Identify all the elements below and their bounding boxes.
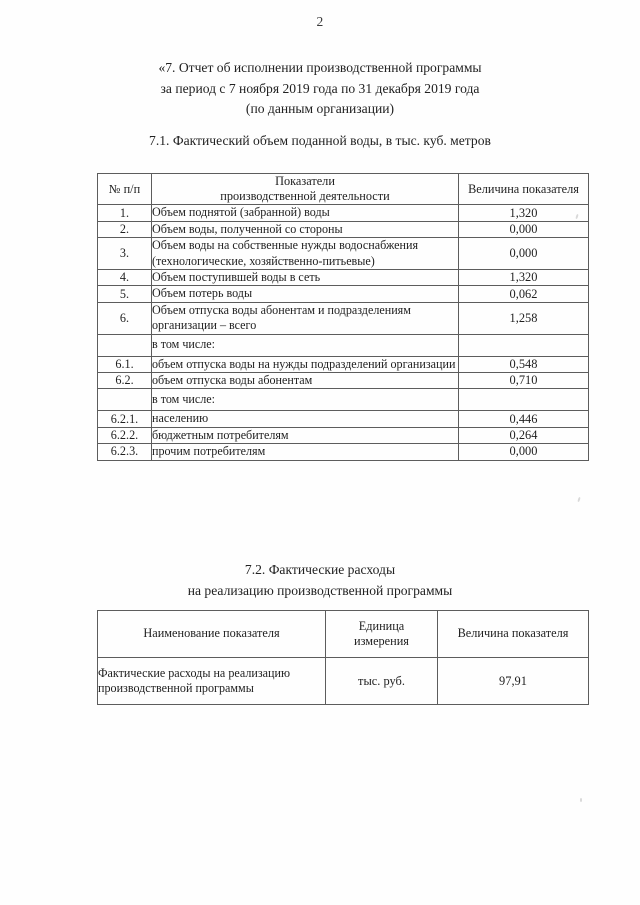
row-value: 0,062	[459, 286, 589, 302]
row-number	[98, 334, 152, 356]
row-number: 6.1.	[98, 356, 152, 372]
table-row	[98, 411, 589, 427]
row-indicator: объем отпуска воды абонентам	[152, 373, 459, 389]
row-value	[459, 334, 589, 356]
table-row	[98, 205, 589, 221]
column-header-unit-line-1: Единица	[358, 618, 405, 633]
row-value: 0,000	[459, 221, 589, 237]
row-value: 0,548	[459, 356, 589, 372]
document-title-block	[60, 58, 580, 120]
row-value	[459, 389, 589, 411]
row-indicator: Объем поступившей воды в сеть	[152, 270, 459, 286]
table-row	[98, 356, 589, 372]
column-header-indicator-line-1: Показатели	[275, 174, 335, 188]
table-row	[98, 302, 589, 334]
section-7-1-heading-text: 7.1. Фактический объем поданной воды, в тыс. куб. метров	[149, 133, 491, 148]
section-7-1-heading	[60, 131, 580, 152]
row-indicator: Объем отпуска воды абонентам и подразделениям организации – всего	[152, 302, 459, 334]
row-number: 6.2.	[98, 373, 152, 389]
row-value: 1,258	[459, 302, 589, 334]
row-indicator: Объем потерь воды	[152, 286, 459, 302]
row-value: 1,320	[459, 270, 589, 286]
document-title-line-1: «7. Отчет об исполнении производственной программы	[158, 60, 482, 75]
section-7-2-heading	[60, 560, 580, 601]
row-value: 0,710	[459, 373, 589, 389]
row-value: 1,320	[459, 205, 589, 221]
column-header-indicator-name: Наименование показателя	[98, 611, 326, 658]
row-number: 4.	[98, 270, 152, 286]
table-subheading-row	[98, 389, 589, 411]
column-header-value: Величина показателя	[438, 611, 589, 658]
column-header-value: Величина показателя	[459, 174, 589, 205]
document-title-line-2: за период с 7 ноября 2019 года по 31 декабря 2019 года	[160, 80, 480, 96]
row-indicator: в том числе:	[152, 389, 459, 411]
row-indicator: населению	[152, 411, 459, 427]
row-indicator: Объем воды, полученной со стороны	[152, 221, 459, 237]
row-number: 5.	[98, 286, 152, 302]
row-indicator: в том числе:	[152, 334, 459, 356]
column-header-indicator	[152, 174, 459, 205]
row-number: 3.	[98, 238, 152, 270]
column-header-number: № п/п	[98, 174, 152, 205]
column-header-unit-line-2: измерения	[354, 634, 409, 648]
row-number: 6.	[98, 302, 152, 334]
table-subheading-row	[98, 334, 589, 356]
row-value: 0,264	[459, 427, 589, 443]
row-value: 0,446	[459, 411, 589, 427]
table-row	[98, 427, 589, 443]
row-number: 6.2.2.	[98, 427, 152, 443]
column-header-indicator-line-2: производственной деятельности	[220, 189, 390, 204]
column-header-unit	[326, 611, 438, 658]
table-header-row	[98, 611, 589, 658]
table-row	[98, 270, 589, 286]
row-number: 6.2.1.	[98, 411, 152, 427]
page-number: 2	[316, 14, 324, 29]
row-indicator: прочим потребителям	[152, 444, 459, 460]
scan-speck	[577, 497, 580, 502]
table-actual-expenses	[97, 610, 589, 705]
row-number: 1.	[98, 205, 152, 221]
row-indicator: Объем воды на собственные нужды водоснабжения (технологические, хозяйственно-питьевые)	[152, 238, 459, 270]
table-row	[98, 221, 589, 237]
table-row	[98, 373, 589, 389]
section-7-2-heading-line-2: на реализацию производственной программы	[187, 582, 453, 598]
row-indicator: Фактические расходы на реализацию производственной программы	[98, 658, 326, 705]
scan-speck	[580, 798, 582, 802]
row-number: 2.	[98, 221, 152, 237]
table-expenses-body	[98, 658, 589, 705]
section-7-2-heading-line-1: 7.2. Фактические расходы	[244, 562, 396, 577]
row-value: 0,000	[459, 444, 589, 460]
document-title-line-3: (по данным организации)	[245, 101, 395, 116]
table-volumes-body	[98, 205, 589, 460]
table-row	[98, 658, 589, 705]
table-row	[98, 238, 589, 270]
row-number	[98, 389, 152, 411]
table-water-volumes	[97, 173, 589, 461]
row-unit: тыс. руб.	[326, 658, 438, 705]
row-value: 0,000	[459, 238, 589, 270]
row-indicator: Объем поднятой (забранной) воды	[152, 205, 459, 221]
row-value: 97,91	[438, 658, 589, 705]
row-number: 6.2.3.	[98, 444, 152, 460]
row-indicator: бюджетным потребителям	[152, 427, 459, 443]
table-header-row	[98, 174, 589, 205]
row-indicator: объем отпуска воды на нужды подразделений организации	[152, 356, 459, 372]
table-row	[98, 286, 589, 302]
table-row	[98, 444, 589, 460]
